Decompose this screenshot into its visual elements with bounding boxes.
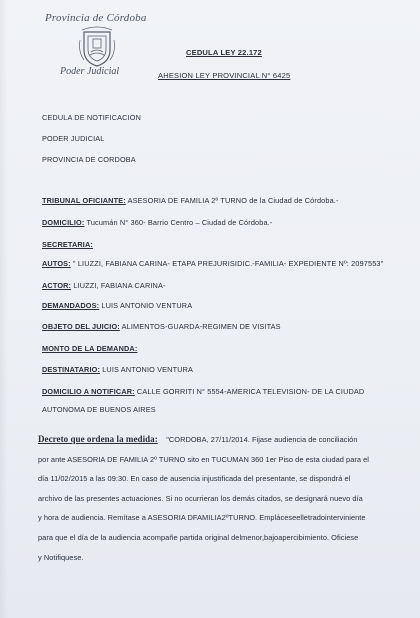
letterhead [30,8,170,78]
field-destinatario [42,365,193,374]
domicilio-label: DOMICILIO: [42,218,85,227]
monto-label: MONTO DE LA DEMANDA: [42,344,138,353]
domicilio-value: Tucumán N° 360- Barrio Centro – Ciudad de Córdoba.- [84,218,273,227]
field-objeto [42,322,281,331]
decreto-line-1 [38,430,410,450]
secretaria-label: SECRETARIA: [42,240,93,249]
field-monto [42,344,137,353]
decreto-text-1: "CORDOBA, 27/11/2014. Fijase audiencia de conciliación [166,435,358,444]
actor-value: LIUZZI, FABIANA CARINA- [71,281,166,290]
tribunal-value: ASESORIA DE FAMILIA 2º TURNO de la Ciudad de Córdoba.- [125,196,339,205]
intro-line-cedula: CEDULA DE NOTIFICACION [42,113,141,122]
intro-line-provincia: PROVINCIA DE CORDOBA [42,155,136,164]
field-demandados [42,301,192,310]
autos-label: AUTOS: [42,259,71,268]
destinatario-label: DESTINATARIO: [42,365,101,374]
decreto-title: Decreto que ordena la medida: [38,434,158,444]
poder-judicial-script-heading: Poder Judicial [60,66,120,77]
intro-line-poder: PODER JUDICIAL [42,134,105,143]
demandados-value: LUIS ANTONIO VENTURA [99,301,193,310]
field-domicilio-notificar-cont: AUTONOMA DE BUENOS AIRES [42,405,156,414]
field-secretaria [42,240,93,249]
demandados-label: DEMANDADOS: [42,301,100,310]
decreto-paragraph [38,430,410,567]
field-actor [42,281,166,290]
tribunal-label: TRIBUNAL OFICIANTE: [42,196,126,205]
decreto-line-4: archivo de las presentes actuaciones. Si no ocurrieran los demás citados, se designará nuevo día [38,493,363,503]
provincia-script-heading: Provincia de Córdoba [45,12,147,24]
coat-of-arms-icon [78,26,116,68]
decreto-line-7: y Notifiquese. [38,552,84,562]
domicilio-notificar-label: DOMICILIO A NOTIFICAR: [42,387,135,396]
adhesion-ley-heading: AHESION LEY PROVINCIAL N° 6425 [158,71,291,80]
objeto-value: ALIMENTOS-GUARDA-REGIMEN DE VISITAS [119,322,281,331]
decreto-line-2: por ante ASESORIA DE FAMILIA 2º TURNO sito en TUCUMAN 360 1er Piso de esta ciudad para el [38,454,369,464]
cedula-ley-heading: CEDULA LEY 22.172 [186,48,262,57]
field-domicilio [42,218,272,227]
autos-value: " LIUZZI, FABIANA CARINA- ETAPA PREJURISIDIC.-FAMILIA- EXPEDIENTE Nº: 2097553" [70,259,384,268]
page-edge-shadow [0,0,8,618]
decreto-line-6: para que el día de la audiencia acompañe partida original delmenor,bajoapercibimiento. Oficiese [38,532,359,542]
actor-label: ACTOR: [42,281,72,290]
field-tribunal [42,196,339,205]
decreto-line-3: día 11/02/2015 a las 09:30. En caso de ausencia injustificada del presentante, se dispondrá el [38,474,351,484]
decreto-line-5: y hora de audiencia. Remítase a ASESORIA DFAMILIA2ºTURNO. Empláceseelletradointerviniente [38,513,366,523]
objeto-label: OBJETO DEL JUICIO: [42,322,120,331]
destinatario-value: LUIS ANTONIO VENTURA [100,365,194,374]
field-domicilio-notificar [42,387,364,396]
field-autos [42,259,383,268]
domicilio-notificar-value: CALLE GORRITI N° 5554-AMERICA TELEVISION- DE LA CIUDAD [134,387,365,396]
